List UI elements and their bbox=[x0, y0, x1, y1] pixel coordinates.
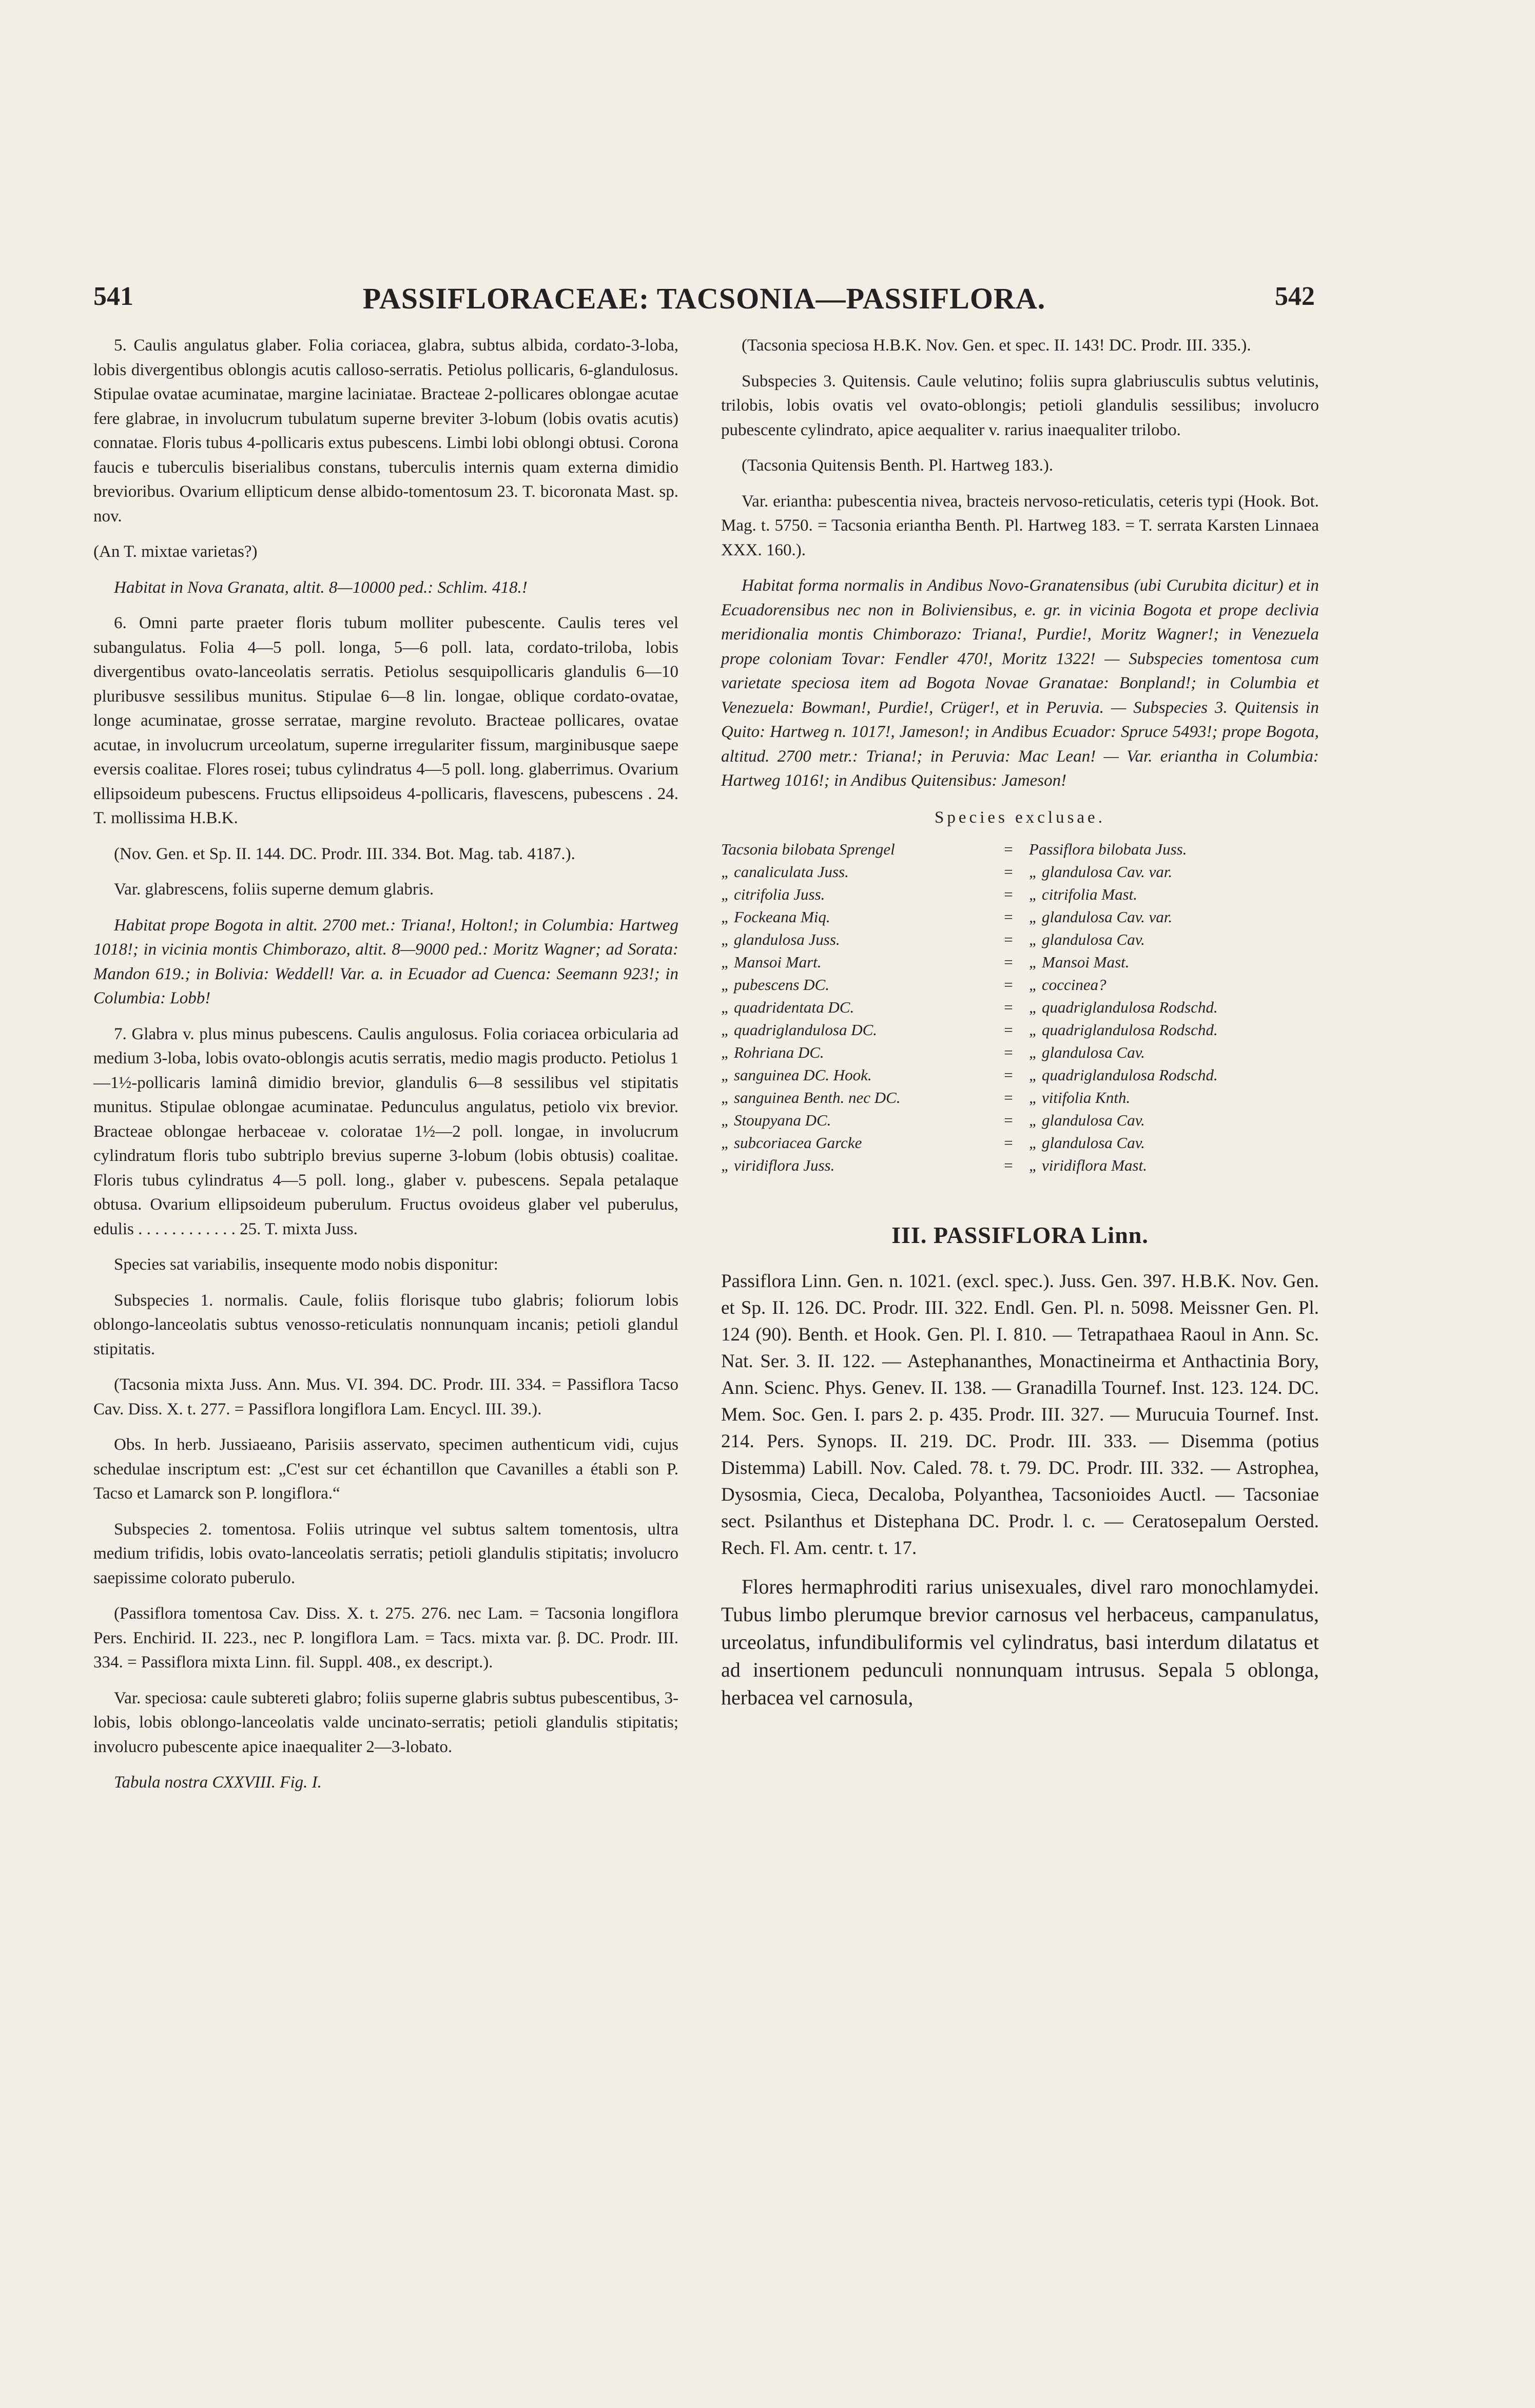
table-row bbox=[721, 1019, 1319, 1041]
accepted-name: „ citrifolia Mast. bbox=[1029, 885, 1137, 903]
table-row bbox=[721, 883, 1319, 906]
equals-sign: = bbox=[1004, 885, 1013, 903]
accepted-name: „ Mansoi Mast. bbox=[1029, 953, 1130, 971]
accepted-name: „ coccinea? bbox=[1029, 976, 1106, 994]
plate-reference: Tabula nostra CXXVIII. Fig. I. bbox=[114, 1773, 322, 1792]
equals-sign: = bbox=[1004, 1111, 1013, 1129]
excluded-name: „ citrifolia Juss. bbox=[721, 885, 825, 903]
passiflora-synonymy: Passiflora Linn. Gen. n. 1021. (excl. spec.). Juss. Gen. 397. H.B.K. Nov. Gen. et Sp. II. 126. DC. Prodr. III. 322. Endl. Gen. Pl. n. 5098. Meissner Gen. Pl. 124 (90). Benth. et Hook. Gen. Pl. I. 810. — Tetrapathaea Raoul in Ann. Sc. Nat. Ser. 3. II. 122. — Astephananthes, Monactineirma et Anthactinia Bory, Ann. Scienc. Phys. Genev. II. 138. — Granadilla Tournef. Inst. 123. 124. DC. Mem. Soc. Gen. I. pars 2. p. 435. Prodr. III. 327. — Murucuia Tournef. Inst. 214. Pers. Synops. II. 219. DC. Prodr. III. 333. — Disemma (potius Distemma) Labill. Nov. Caled. 78. t. 79. DC. Prodr. III. 332. — Astrophea, Dysosmia, Cieca, Decaloba, Polyanthea, Tacsonioides Auctl. — Tacsoniae sect. Psilanthus et Distephana DC. Prodr. l. c. — Ceratosepalum Oersted. Rech. Fl. Am. centr. t. 17. bbox=[721, 1270, 1319, 1559]
species-5-habitat: Habitat in Nova Granata, altit. 8—10000 ped.: Schlim. 418.! bbox=[114, 578, 528, 597]
excluded-name: „ sanguinea Benth. nec DC. bbox=[721, 1089, 901, 1106]
equals-sign: = bbox=[1004, 1089, 1013, 1106]
excluded-name: „ subcoriacea Garcke bbox=[721, 1134, 862, 1152]
right-column bbox=[721, 334, 1319, 1723]
accepted-name: „ glandulosa Cav. bbox=[1029, 1043, 1145, 1061]
table-row bbox=[721, 996, 1319, 1019]
accepted-name: „ viridiflora Mast. bbox=[1029, 1156, 1147, 1174]
species-6-reference: (Nov. Gen. et Sp. II. 144. DC. Prodr. III. 334. Bot. Mag. tab. 4187.). bbox=[114, 844, 575, 863]
excluded-species-table bbox=[721, 838, 1319, 1177]
species-6-habitat: Habitat prope Bogota in altit. 2700 met.: Triana!, Holton!; in Columbia: Hartweg 1018!; in vicinia montis Chimborazo, altit. 8—9000 ped.: Moritz Wagner; ad Sorata: Mandon 619.; in Bolivia: Weddell! Var. a. in Ecuador ad Cuenca: Seemann 923!; in Columbia: Lobb! bbox=[93, 916, 678, 1007]
equals-sign: = bbox=[1004, 863, 1013, 881]
section-title: III. PASSIFLORA Linn. bbox=[891, 1222, 1149, 1248]
species-variability-note: Species sat variabilis, insequente modo nobis disponitur: bbox=[114, 1255, 498, 1274]
excluded-name: „ quadriglandulosa DC. bbox=[721, 1021, 878, 1039]
equals-sign: = bbox=[1004, 976, 1013, 994]
equals-sign: = bbox=[1004, 1021, 1013, 1039]
habitat-paragraph: Habitat forma normalis in Andibus Novo-Granatensibus (ubi Curubita dicitur) et in Ecuadorensibus nec non in Boliviensibus, e. gr. in vicinia Bogota et prope declivia meridionalia montis Chimborazo: Triana!, Purdie!, Moritz Wagner!; in Venezuela prope coloniam Tovar: Fendler 470!, Moritz 1322! — Subspecies tomentosa cum varietate speciosa item ad Bogota Novae Granatae: Bonpland!; in Columbia et Venezuela: Bowman!, Purdie!, Crüger!, et in Peruvia. — Subspecies 3. Quitensis in Quito: Hartweg n. 1017!, Jameson!; in Andibus Ecuador: Spruce 5493!; prope Bogota, altitud. 2700 metr.: Triana!; in Peruvia: Mac Lean! — Var. eriantha in Columbia: Hartweg 1016!; in Andibus Quitensibus: Jameson! bbox=[721, 576, 1319, 790]
variety-speciosa: Var. speciosa: caule subtereti glabro; foliis superne glabris subtus pubescentibus, 3-lobis, lobis oblongo-lanceolatis valde uncinato-serratis; petioli glandulis stipitatis; involucro pubescente apice inaequaliter 2—3-lobato. bbox=[93, 1688, 678, 1756]
equals-sign: = bbox=[1004, 1066, 1013, 1084]
species-6-description: 6. Omni parte praeter floris tubum molliter pubescente. Caulis teres vel subangulatus. Folia 4—5 poll. longa, 5—6 poll. lata, cordato-triloba, lobis divergentibus ovato-lanceolatis serratis. Petiolus sesquipollicaris glandulis 6—10 pluribusve sessilibus munitus. Stipulae 6—8 lin. longae, oblique cordato-ovatae, longe acuminatae, grosse serratae, margine revoluto. Bracteae pollicares, ovatae acutae, in involucrum urceolatum, superne irregulariter fissum, marginibusque saepe eversis coalitae. Flores rosei; tubus cylindratus 4—5 poll. long. glaberrimus. Ovarium ellipsoideum pubescens. Fructus ellipsoideus 4-pollicaris, flavescens, pubescens . 24. T. mollissima H.B.K. bbox=[93, 614, 678, 827]
subspecies-2-reference: (Passiflora tomentosa Cav. Diss. X. t. 275. 276. nec Lam. = Tacsonia longiflora Pers. Enchirid. II. 223., nec P. longiflora Lam. = Tacs. mixta var. β. DC. Prodr. III. 334. = Passiflora mixta Linn. fil. Suppl. 408., ex descript.). bbox=[93, 1604, 678, 1672]
subspecies-3: Subspecies 3. Quitensis. Caule velutino; foliis supra glabriusculis subtus velutinis, trilobis, lobis ovatis vel ovato-oblongis; petioli glandulis sessilibus; involucro pubescente cylindrato, apice aequaliter v. rarius inaequaliter trilobo. bbox=[721, 372, 1319, 439]
excluded-species-heading: Species exclusae. bbox=[935, 808, 1105, 827]
excluded-name: „ Mansoi Mart. bbox=[721, 953, 822, 971]
page-number-left: 541 bbox=[93, 282, 133, 311]
accepted-name: „ quadriglandulosa Rodschd. bbox=[1029, 1066, 1218, 1084]
equals-sign: = bbox=[1004, 1134, 1013, 1152]
accepted-name: „ glandulosa Cav. bbox=[1029, 1111, 1145, 1129]
table-row bbox=[721, 951, 1319, 974]
accepted-name: „ vitifolia Knth. bbox=[1029, 1089, 1131, 1106]
species-6-variety: Var. glabrescens, foliis superne demum glabris. bbox=[114, 880, 434, 899]
table-row bbox=[721, 1064, 1319, 1086]
table-row bbox=[721, 1109, 1319, 1132]
accepted-name: Passiflora bilobata Juss. bbox=[1029, 840, 1187, 858]
excluded-name: „ pubescens DC. bbox=[721, 976, 829, 994]
species-5-description: 5. Caulis angulatus glaber. Folia coriacea, glabra, subtus albida, cordato-3-loba, lobis divergentibus oblongis acutis calloso-serratis. Petiolus pollicaris, 6-glandulosus. Stipulae ovatae acuminatae, margine laciniatae. Bracteae 2-pollicares oblongae acutae fere glabrae, in involucrum tubulatum superne breviter 3-lobum (lobis ovatis acutis) connatae. Floris tubus 4-pollicaris extus pubescens. Limbi lobi oblongi obtusi. Corona faucis e tuberculis biserialibus constans, tuberculis internis quam externa dimidio brevioribus. Ovarium ellipticum dense albido-tomentosum 23. T. bicoronata Mast. sp. nov. bbox=[93, 336, 678, 526]
accepted-name: „ glandulosa Cav. bbox=[1029, 930, 1145, 948]
page-header bbox=[93, 281, 1315, 322]
excluded-name: „ Fockeana Miq. bbox=[721, 908, 830, 926]
excluded-name: „ Stoupyana DC. bbox=[721, 1111, 831, 1129]
table-row bbox=[721, 861, 1319, 883]
table-row bbox=[721, 928, 1319, 951]
excluded-name: „ sanguinea DC. Hook. bbox=[721, 1066, 872, 1084]
speciosa-reference: (Tacsonia speciosa H.B.K. Nov. Gen. et spec. II. 143! DC. Prodr. III. 335.). bbox=[742, 336, 1251, 355]
table-row bbox=[721, 1086, 1319, 1109]
accepted-name: „ glandulosa Cav. var. bbox=[1029, 863, 1173, 881]
accepted-name: „ glandulosa Cav. var. bbox=[1029, 908, 1173, 926]
equals-sign: = bbox=[1004, 930, 1013, 948]
page-number-right: 542 bbox=[1275, 282, 1315, 311]
excluded-name: „ canaliculata Juss. bbox=[721, 863, 849, 881]
table-row bbox=[721, 974, 1319, 996]
equals-sign: = bbox=[1004, 998, 1013, 1016]
observation-note: Obs. In herb. Jussiaeano, Parisiis asservato, specimen authenticum vidi, cujus schedulae inscriptum est: „C'est sur cet échantillon que Cavanilles a établi son P. Tacso et Lamarck son P. longiflora.“ bbox=[93, 1435, 678, 1503]
variety-eriantha: Var. eriantha: pubescentia nivea, bracteis nervoso-reticulatis, ceteris typi (Hook. Bot. Mag. t. 5750. = Tacsonia eriantha Benth. Pl. Hartweg 183. = T. serrata Karsten Linnaea XXX. 160.). bbox=[721, 492, 1319, 559]
table-row bbox=[721, 838, 1319, 861]
equals-sign: = bbox=[1004, 908, 1013, 926]
accepted-name: „ quadriglandulosa Rodschd. bbox=[1029, 1021, 1218, 1039]
running-title: PASSIFLORACEAE: TACSONIA—PASSIFLORA. bbox=[362, 282, 1046, 315]
subspecies-1-reference: (Tacsonia mixta Juss. Ann. Mus. VI. 394. DC. Prodr. III. 334. = Passiflora Tacso Cav. Diss. X. t. 277. = Passiflora longiflora Lam. Encycl. III. 39.). bbox=[93, 1375, 678, 1419]
subspecies-3-reference: (Tacsonia Quitensis Benth. Pl. Hartweg 183.). bbox=[742, 456, 1054, 475]
flores-description: Flores hermaphroditi rarius unisexuales, divel raro monochlamydei. Tubus limbo plerumque brevior carnosus vel herbaceus, campanulatus, urceolatus, infundibuliformis vel cylindratus, basi interdum dilatatus et ad insertionem pedunculi nonnunquam intrusus. Sepala 5 oblonga, herbacea vel carnosula, bbox=[721, 1575, 1319, 1709]
excluded-name: „ glandulosa Juss. bbox=[721, 930, 840, 948]
table-row bbox=[721, 1132, 1319, 1154]
species-7-description: 7. Glabra v. plus minus pubescens. Caulis angulosus. Folia coriacea orbicularia ad medium 3-loba, lobis ovato-oblongis acutis serratis, medio magis producto. Petiolus 1—1½-pollicaris laminâ dimidio brevior, glandulis 6—8 sessilibus vel stipitatis munitus. Stipulae oblongae acuminatae. Pedunculus angulatus, petiolo vix brevior. Bracteae oblongae herbaceae v. coloratae 1½—2 poll. longae, in involucrum cylindratum floris tubo subtriplo brevius superne 3-lobum (lobis obtusis) coalitae. Floris tubus cylindratus 4—5 poll. long., glaber v. pubescens. Sepala petalaque obtusa. Ovarium ellipsoideum puberulum. Fructus ovoideus glaber vel puberulus, edulis . . . . . . . . . . . . 25. T. mixta Juss. bbox=[93, 1024, 678, 1238]
table-row bbox=[721, 1154, 1319, 1177]
excluded-name: Tacsonia bilobata Sprengel bbox=[721, 840, 895, 858]
equals-sign: = bbox=[1004, 953, 1013, 971]
excluded-name: „ viridiflora Juss. bbox=[721, 1156, 835, 1174]
table-row bbox=[721, 1041, 1319, 1064]
table-row bbox=[721, 906, 1319, 928]
equals-sign: = bbox=[1004, 1156, 1013, 1174]
equals-sign: = bbox=[1004, 840, 1013, 858]
equals-sign: = bbox=[1004, 1043, 1013, 1061]
excluded-name: „ Rohriana DC. bbox=[721, 1043, 824, 1061]
subspecies-1: Subspecies 1. normalis. Caule, foliis florisque tubo glabris; foliorum lobis oblongo-lanceolatis subtus venosso-reticulatis nonnunquam incanis; petioli glandul stipitatis. bbox=[93, 1291, 678, 1358]
left-column bbox=[93, 334, 678, 1807]
species-5-note: (An T. mixtae varietas?) bbox=[93, 542, 258, 561]
accepted-name: „ quadriglandulosa Rodschd. bbox=[1029, 998, 1218, 1016]
subspecies-2: Subspecies 2. tomentosa. Foliis utrinque vel subtus saltem tomentosis, ultra medium trifidis, lobis ovato-lanceolatis serratis; petioli glandulis stipitatis; involucro saepissime colorato puberulo. bbox=[93, 1520, 678, 1587]
accepted-name: „ glandulosa Cav. bbox=[1029, 1134, 1145, 1152]
excluded-name: „ quadridentata DC. bbox=[721, 998, 854, 1016]
